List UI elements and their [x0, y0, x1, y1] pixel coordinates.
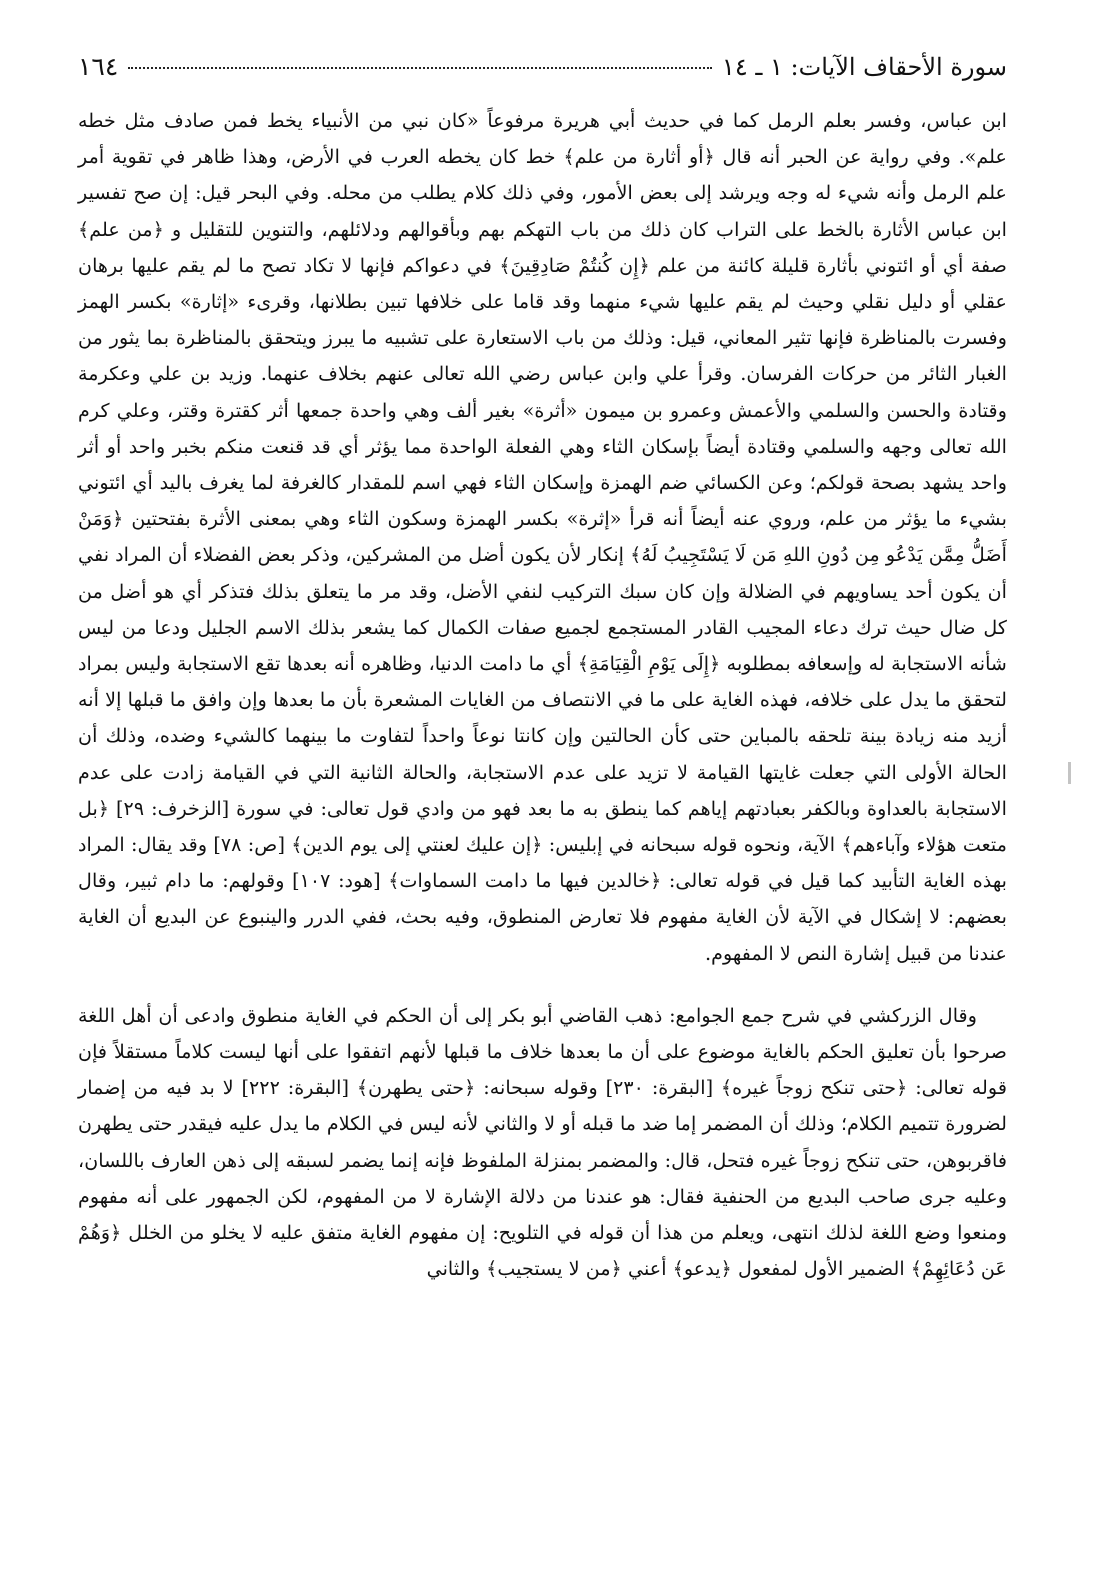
chapter-title: سورة الأحقاف الآيات: ١ ـ ١٤ [721, 53, 1007, 81]
header-dotted-leader [128, 67, 712, 69]
body-paragraph: ابن عباس، وفسر بعلم الرمل كما في حديث أبي هريرة مرفوعاً «كان نبي من الأنبياء يخط فمن صادف مثل خطه علم». وفي رواية عن الحبر أنه قال ﴿أو أثارة من علم﴾ خط كان يخطه العرب في الأرض، وهذا ظاهر في تقوية أمر علم الرمل وأنه شيء له وجه ويرشد إلى بعض الأمور، وفي ذلك كلام يطلب من محله. وفي البحر قيل: إن صح تفسير ابن عباس الأثارة بالخط على التراب كان ذلك من باب التهكم بهم وبأقوالهم ودلائلهم، والتنوين للتقليل و ﴿من علم﴾ صفة أي أو ائتوني بأثارة قليلة كائنة من علم ﴿إِن كُنتُمْ صَادِقِينَ﴾ في دعواكم فإنها لا تكاد تصح ما لم يقم عليها برهان عقلي أو دليل نقلي وحيث لم يقم عليها شيء منهما وقد قاما على خلافها تبين بطلانها، وقرىء «إثارة» بكسر الهمز وفسرت بالمناظرة فإنها تثير المعاني، قيل: وذلك من باب الاستعارة على تشبيه ما يبرز ويتحقق بالمناظرة بما يثور من الغبار الثائر من حركات الفرسان. وقرأ علي وابن عباس رضي الله تعالى عنهم بخلاف عنهما. وزيد بن علي وعكرمة وقتادة والحسن والسلمي والأعمش وعمرو بن ميمون «أثرة» بغير ألف وهي واحدة جمعها أثر كقترة وقتر، وعلي كرم الله تعالى وجهه والسلمي وقتادة أيضاً بإسكان الثاء وهي الفعلة الواحدة مما يؤثر أي قد قنعت منكم بخبر واحد أو أثر واحد يشهد بصحة قولكم؛ وعن الكسائي ضم الهمزة وإسكان الثاء فهي اسم للمقدار كالغرفة لما يغرف باليد أي ائتوني بشيء ما يؤثر من علم، وروي عنه أيضاً أنه قرأ «إثرة» بكسر الهمزة وسكون الثاء وهي بمعنى الأثرة بفتحتين ﴿وَمَنْ أَضَلُّ مِمَّن يَدْعُو مِن دُونِ اللهِ مَن لَا يَسْتَجِيبُ لَهُ﴾ إنكار لأن يكون أضل من المشركين، وذكر بعض الفضلاء أن المراد نفي أن يكون أحد يساويهم في الضلالة وإن كان سبك التركيب لنفي الأضل، وقد مر ما يتعلق بذلك فتذكر أي هو أضل من كل ضال حيث ترك دعاء المجيب القادر المستجمع لجميع صفات الكمال كما يشعر بذلك الاسم الجليل ودعا من ليس شأنه الاستجابة له وإسعافه بمطلوبه ﴿إِلَى يَوْمِ الْقِيَامَةِ﴾ أي ما دامت الدنيا، وظاهره أنه بعدها تقع الاستجابة وليس بمراد لتحقق ما يدل على خلافه، فهذه الغاية على ما في الانتصاف من الغايات المشعرة بأن ما بعدها وإن وافق ما قبلها إلا أنه أزيد منه زيادة بينة تلحقه بالمباين حتى كأن الحالتين وإن كانتا نوعاً واحداً لتفاوت ما بينهما كالشيء وضده، وذلك أن الحالة الأولى التي جعلت غايتها القيامة لا تزيد على عدم الاستجابة، والحالة الثانية التي في القيامة زادت على عدم الاستجابة بالعداوة وبالكفر بعبادتهم إياهم كما ينطق به ما بعد فهو من وادي قول تعالى: في سورة [الزخرف: ٢٩] ﴿بل متعت هؤلاء وآباءهم﴾ الآية، ونحوه قوله سبحانه في إبليس: ﴿إن عليك لعنتي إلى يوم الدين﴾ [ص: ٧٨] وقد يقال: المراد بهذه الغاية التأبيد كما قيل في قوله تعالى: ﴿خالدين فيها ما دامت السماوات﴾ [هود: ١٠٧] وقولهم: ما دام ثبير، وقال بعضهم: لا إشكال في الآية لأن الغاية مفهوم فلا تعارض المنطوق، وفيه بحث، ففي الدرر والينبوع عن البديع أن الغاية عندنا من قبيل إشارة النص لا المفهوم. [78, 109, 1008, 965]
body-paragraph: وقال الزركشي في شرح جمع الجوامع: ذهب القاضي أبو بكر إلى أن الحكم في الغاية منطوق وادعى أن أهل اللغة صرحوا بأن تعليق الحكم بالغاية موضوع على أن ما بعدها خلاف ما قبلها لأنهم اتفقوا على أنها ليست كلاماً مستقلاً فإن قوله تعالى: ﴿حتى تنكح زوجاً غيره﴾ [البقرة: ٢٣٠] وقوله سبحانه: ﴿حتى يطهرن﴾ [البقرة: ٢٢٢] لا بد فيه من إضمار لضرورة تتميم الكلام؛ وذلك أن المضمر إما ضد ما قبله أو لا والثاني لأنه ليس في الكلام ما يدل عليه فيقدر حتى يطهرن فاقربوهن، حتى تنكح زوجاً غيره فتحل، قال: والمضمر بمنزلة الملفوظ فإنه إنما يضمر لسبقه إلى ذهن العارف باللسان، وعليه جرى صاحب البديع من الحنفية فقال: هو عندنا من دلالة الإشارة لا من المفهوم، لكن الجمهور على أنه مفهوم ومنعوا وضع اللغة لذلك انتهى، ويعلم من هذا أن قوله في التلويح: إن مفهوم الغاية متفق عليه لا يخلو من الخلل ﴿وَهُمْ عَن دُعَائِهِمْ﴾ الضمير الأول لمفعول ﴿يدعو﴾ أعني ﴿من لا يستجيب﴾ والثاني [78, 1003, 1007, 1281]
margin-mark [1068, 762, 1071, 784]
page-number: ١٦٤ [78, 52, 119, 81]
running-head [78, 52, 1007, 81]
